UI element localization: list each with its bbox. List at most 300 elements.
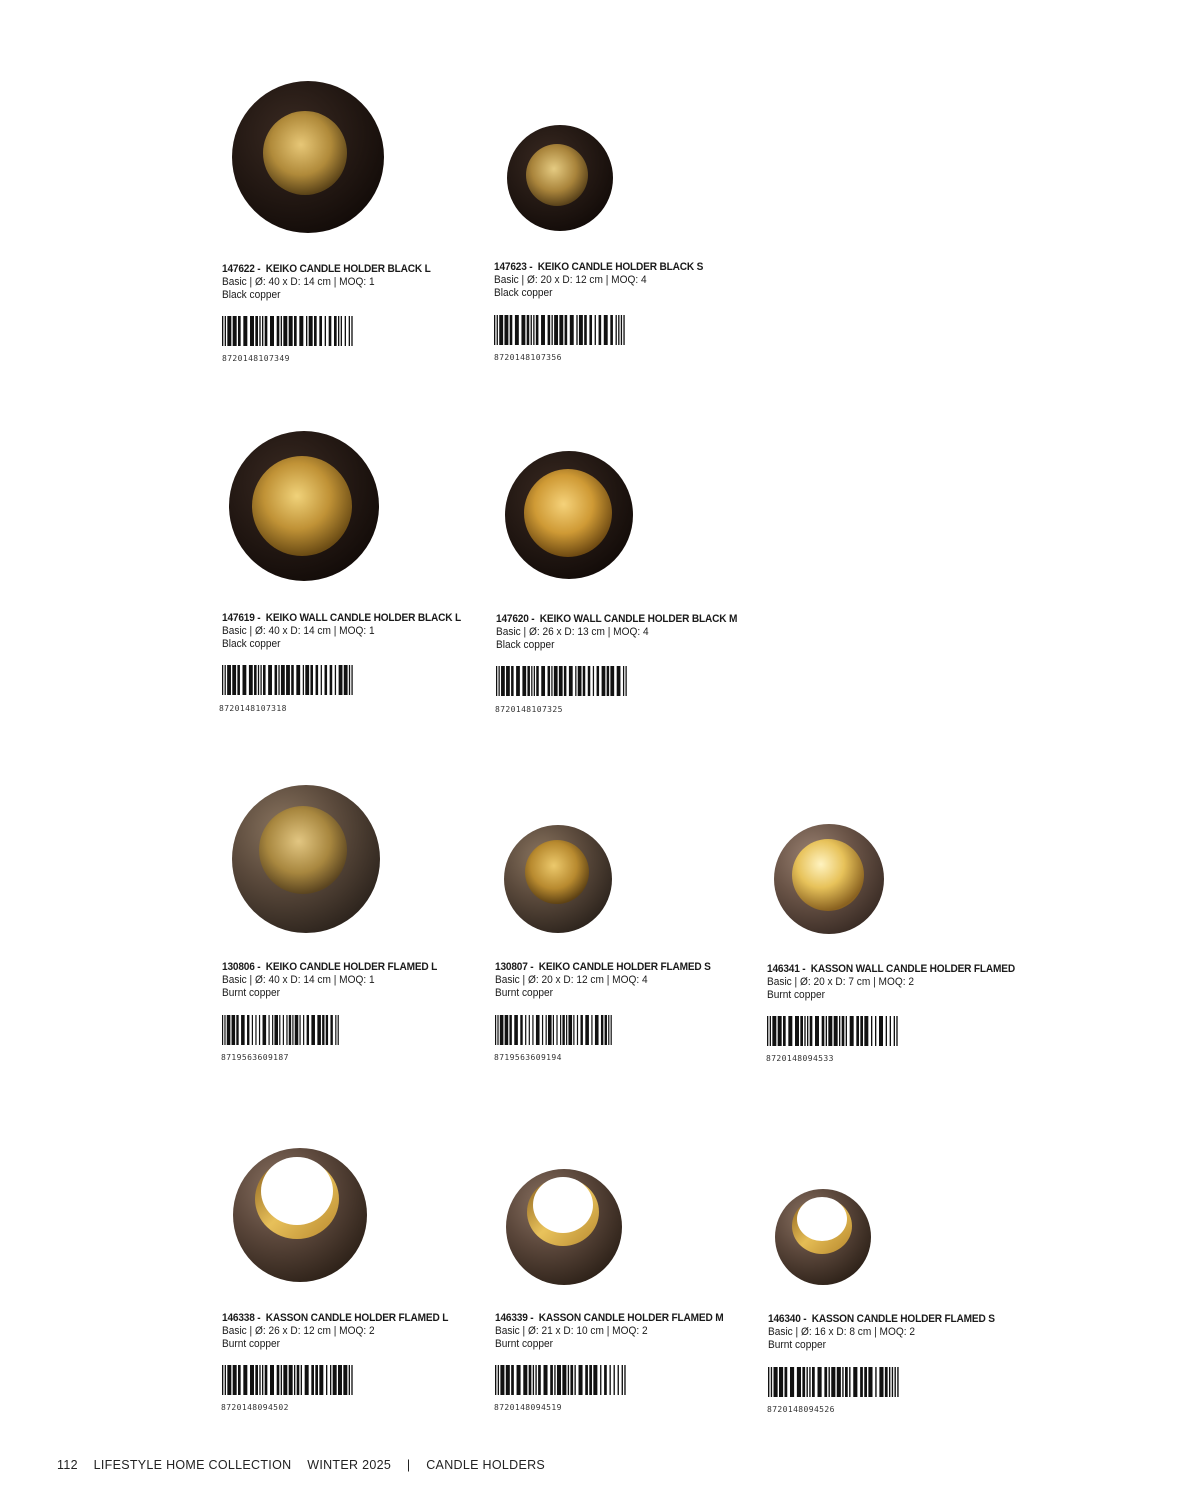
barcode-bar xyxy=(772,1016,776,1046)
barcode-bar xyxy=(259,1015,260,1045)
barcode-bar xyxy=(600,1365,601,1395)
barcode-bar xyxy=(262,316,263,346)
barcode-bar xyxy=(289,1365,293,1395)
barcode-bar xyxy=(330,665,333,695)
barcode-bar xyxy=(559,315,563,345)
barcode-bar xyxy=(250,1365,254,1395)
barcode-bar xyxy=(534,666,535,696)
barcode-bar xyxy=(299,1015,300,1045)
barcode-bar xyxy=(497,315,498,345)
barcode-bar xyxy=(222,1015,223,1045)
barcode-bar xyxy=(778,1016,782,1046)
barcode-bar xyxy=(281,316,282,346)
barcode-bar xyxy=(511,666,514,696)
barcode-bar xyxy=(829,1367,830,1397)
barcode-bar xyxy=(562,1015,564,1045)
barcode-bar xyxy=(591,1015,592,1045)
barcode-bar xyxy=(500,1365,504,1395)
barcode-bar xyxy=(243,316,247,346)
barcode-bar xyxy=(574,1365,575,1395)
barcode-bar xyxy=(541,666,545,696)
barcode-bar xyxy=(536,666,539,696)
barcode-bar xyxy=(283,316,287,346)
barcode-bar xyxy=(550,1365,553,1395)
barcode-bar xyxy=(593,666,594,696)
barcode-bar xyxy=(577,1015,578,1045)
barcode xyxy=(768,1367,900,1397)
barcode-bar xyxy=(268,665,272,695)
barcode-bar xyxy=(254,665,257,695)
barcode-bar xyxy=(618,315,619,345)
ean-number: 8719563609187 xyxy=(221,1053,289,1062)
barcode-bar xyxy=(839,1016,840,1046)
barcode-bar xyxy=(522,666,526,696)
product-title: 146340 - KASSON CANDLE HOLDER FLAMED S xyxy=(768,1313,995,1325)
product-finish: Black copper xyxy=(494,287,553,299)
barcode-bar xyxy=(585,1365,588,1395)
barcode-bar xyxy=(227,665,231,695)
barcode-bar xyxy=(532,1015,533,1045)
barcode-bar xyxy=(548,1015,552,1045)
barcode-bar xyxy=(501,666,505,696)
product-finish: Burnt copper xyxy=(495,987,553,999)
barcode-bar xyxy=(525,1015,526,1045)
barcode-bar xyxy=(559,666,563,696)
barcode-bar xyxy=(330,1015,332,1045)
barcode-bar xyxy=(319,1365,323,1395)
barcode-bar xyxy=(295,1015,299,1045)
barcode-bar xyxy=(499,666,500,696)
barcode-bar xyxy=(824,1367,827,1397)
barcode-bar xyxy=(812,1367,815,1397)
barcode-bar xyxy=(595,1015,599,1045)
barcode-bar xyxy=(351,1365,352,1395)
barcode-bar xyxy=(301,1365,302,1395)
barcode-bar xyxy=(250,316,254,346)
barcode-bar xyxy=(771,1367,772,1397)
collection-name: LIFESTYLE HOME COLLECTION xyxy=(93,1458,292,1472)
barcode-bar xyxy=(341,316,342,346)
barcode-bar xyxy=(227,1365,231,1395)
barcode-bar xyxy=(609,1365,610,1395)
barcode-bar xyxy=(541,315,545,345)
product-photo xyxy=(773,823,885,935)
barcode-bar xyxy=(597,666,600,696)
product-finish: Black copper xyxy=(222,638,281,650)
barcode-bar xyxy=(797,1367,801,1397)
barcode-bar xyxy=(310,665,313,695)
barcode-bar xyxy=(894,1016,895,1046)
barcode-bar xyxy=(349,316,350,346)
barcode-bar xyxy=(520,1015,522,1045)
barcode-bar xyxy=(595,315,596,345)
barcode-bar xyxy=(505,1015,509,1045)
barcode-bar xyxy=(335,665,336,695)
barcode-bar xyxy=(535,1365,536,1395)
barcode-bar xyxy=(783,1016,786,1046)
barcode-bar xyxy=(238,316,241,346)
barcode-bar xyxy=(831,1367,835,1397)
barcode-bar xyxy=(834,1016,838,1046)
barcode-bar xyxy=(322,1015,324,1045)
barcode-bar xyxy=(536,315,539,345)
barcode-bar xyxy=(548,666,551,696)
barcode-bar xyxy=(243,665,247,695)
barcode-bar xyxy=(560,1015,561,1045)
barcode-bar xyxy=(335,1015,336,1045)
barcode-bar xyxy=(556,1015,557,1045)
barcode-bar xyxy=(842,1016,845,1046)
product-photo xyxy=(774,1188,872,1286)
barcode-bar xyxy=(344,665,348,695)
barcode-bar xyxy=(255,316,258,346)
barcode-bar xyxy=(589,315,592,345)
barcode-bar xyxy=(349,665,350,695)
barcode-bar xyxy=(279,1015,280,1045)
barcode-bar xyxy=(585,1015,589,1045)
barcode-bar xyxy=(497,1015,498,1045)
barcode-bar xyxy=(291,665,294,695)
barcode-bar xyxy=(860,1016,863,1046)
barcode-bar xyxy=(326,1365,327,1395)
barcode-bar xyxy=(580,1015,582,1045)
barcode-bar xyxy=(506,666,510,696)
barcode-bar xyxy=(258,665,259,695)
barcode-bar xyxy=(272,1015,273,1045)
barcode-bar xyxy=(849,1367,850,1397)
barcode-bar xyxy=(868,1367,872,1397)
barcode-bar xyxy=(504,315,508,345)
barcode-bar xyxy=(573,1015,574,1045)
barcode xyxy=(222,665,354,695)
product-specs: Basic | Ø: 21 x D: 10 cm | MOQ: 2 xyxy=(495,1325,648,1337)
barcode-bar xyxy=(614,1365,615,1395)
section-name: CANDLE HOLDERS xyxy=(426,1458,546,1472)
product-finish: Black copper xyxy=(496,639,555,651)
barcode-bar xyxy=(222,316,223,346)
barcode-bar xyxy=(875,1367,876,1397)
barcode-bar xyxy=(543,1365,547,1395)
barcode-bar xyxy=(265,1365,268,1395)
barcode-bar xyxy=(826,1016,827,1046)
barcode-bar xyxy=(343,1365,347,1395)
barcode-bar xyxy=(311,1015,315,1045)
barcode-bar xyxy=(237,665,240,695)
barcode-bar xyxy=(232,1015,236,1045)
barcode-bar xyxy=(623,666,624,696)
barcode-bar xyxy=(896,1016,897,1046)
barcode-bar xyxy=(252,1015,253,1045)
barcode-bar xyxy=(618,1365,619,1395)
barcode-bar xyxy=(326,1015,328,1045)
barcode-bar xyxy=(565,315,568,345)
barcode-bar xyxy=(265,316,268,346)
barcode-bar xyxy=(278,665,279,695)
barcode-bar xyxy=(317,1015,321,1045)
barcode-bar xyxy=(527,315,530,345)
product-specs: Basic | Ø: 16 x D: 8 cm | MOQ: 2 xyxy=(768,1326,915,1338)
barcode-bar xyxy=(828,1016,832,1046)
page-number: 112 xyxy=(57,1458,78,1472)
barcode-bar xyxy=(583,666,586,696)
barcode-bar xyxy=(554,1365,555,1395)
barcode xyxy=(496,666,628,696)
product-title: 146341 - KASSON WALL CANDLE HOLDER FLAMED xyxy=(767,963,1015,975)
barcode-bar xyxy=(495,1015,496,1045)
barcode-bar xyxy=(262,1365,263,1395)
barcode-bar xyxy=(557,1365,561,1395)
barcode-bar xyxy=(605,1015,607,1045)
barcode-bar xyxy=(802,1367,805,1397)
barcode-bar xyxy=(309,316,313,346)
product-specs: Basic | Ø: 20 x D: 7 cm | MOQ: 2 xyxy=(767,976,914,988)
barcode-bar xyxy=(325,665,328,695)
barcode-bar xyxy=(339,665,343,695)
barcode-bar xyxy=(601,1015,603,1045)
product-photo xyxy=(230,79,386,235)
barcode-bar xyxy=(531,315,532,345)
barcode-bar xyxy=(853,1367,857,1397)
product-title: 147622 - KEIKO CANDLE HOLDER BLACK L xyxy=(222,263,431,275)
barcode-bar xyxy=(299,316,303,346)
barcode xyxy=(767,1016,899,1046)
barcode-bar xyxy=(624,1365,625,1395)
product-photo xyxy=(232,1147,368,1287)
barcode-bar xyxy=(579,315,583,345)
barcode-bar xyxy=(850,1016,854,1046)
barcode-bar xyxy=(790,1367,794,1397)
barcode-bar xyxy=(294,1365,295,1395)
barcode-bar xyxy=(616,315,617,345)
product-specs: Basic | Ø: 40 x D: 14 cm | MOQ: 1 xyxy=(222,974,375,986)
barcode-bar xyxy=(227,316,231,346)
barcode-bar xyxy=(529,1015,530,1045)
barcode-bar xyxy=(263,1015,267,1045)
barcode-bar xyxy=(610,315,613,345)
barcode-bar xyxy=(495,1365,496,1395)
barcode-bar xyxy=(498,1365,499,1395)
barcode-bar xyxy=(351,316,352,346)
barcode-bar xyxy=(316,665,319,695)
product-photo xyxy=(228,430,380,582)
barcode-bar xyxy=(570,315,574,345)
barcode-bar xyxy=(241,1015,245,1045)
product-specs: Basic | Ø: 40 x D: 14 cm | MOQ: 1 xyxy=(222,625,375,637)
barcode-bar xyxy=(305,665,309,695)
barcode xyxy=(495,1015,613,1045)
product-specs: Basic | Ø: 20 x D: 12 cm | MOQ: 4 xyxy=(494,274,647,286)
product-title: 130806 - KEIKO CANDLE HOLDER FLAMED L xyxy=(222,961,438,973)
barcode-bar xyxy=(274,1015,278,1045)
barcode xyxy=(222,1015,340,1045)
barcode-bar xyxy=(562,1365,566,1395)
barcode-bar xyxy=(800,1016,803,1046)
barcode-bar xyxy=(236,1015,238,1045)
barcode-bar xyxy=(330,1365,331,1395)
barcode-bar xyxy=(846,1016,847,1046)
barcode-bar xyxy=(531,666,532,696)
barcode-bar xyxy=(516,666,520,696)
barcode-bar xyxy=(895,1367,896,1397)
product-title: 147620 - KEIKO WALL CANDLE HOLDER BLACK M xyxy=(496,613,738,625)
barcode-bar xyxy=(554,315,558,345)
season: WINTER 2025 xyxy=(307,1458,392,1472)
barcode-bar xyxy=(281,1365,282,1395)
barcode-bar xyxy=(294,316,297,346)
barcode-bar xyxy=(311,1365,314,1395)
product-photo xyxy=(505,1168,623,1286)
barcode-bar xyxy=(621,315,622,345)
barcode-bar xyxy=(260,665,261,695)
barcode-bar xyxy=(610,666,614,696)
barcode-bar xyxy=(845,1367,848,1397)
barcode-bar xyxy=(305,1365,309,1395)
product-specs: Basic | Ø: 26 x D: 12 cm | MOQ: 2 xyxy=(222,1325,375,1337)
ean-number: 8720148094519 xyxy=(494,1403,562,1412)
ean-number: 8720148107318 xyxy=(219,704,287,713)
barcode-bar xyxy=(268,1015,269,1045)
barcode-bar xyxy=(263,665,266,695)
barcode-bar xyxy=(333,1365,337,1395)
barcode-bar xyxy=(286,665,290,695)
barcode-bar xyxy=(542,1015,543,1045)
barcode-bar xyxy=(584,315,587,345)
barcode-bar xyxy=(225,316,226,346)
barcode-bar xyxy=(297,1365,300,1395)
barcode-bar xyxy=(889,1367,890,1397)
barcode-bar xyxy=(807,1367,808,1397)
barcode-bar xyxy=(885,1367,888,1397)
barcode-bar xyxy=(224,1015,225,1045)
barcode-bar xyxy=(625,666,626,696)
product-photo xyxy=(231,784,381,934)
barcode-bar xyxy=(623,315,624,345)
barcode-bar xyxy=(810,1016,813,1046)
product-finish: Burnt copper xyxy=(767,989,825,1001)
barcode-bar xyxy=(243,1365,247,1395)
ean-number: 8720148094533 xyxy=(766,1054,834,1063)
barcode-bar xyxy=(247,1015,249,1045)
barcode-bar xyxy=(510,315,513,345)
barcode-bar xyxy=(566,1015,567,1045)
barcode-bar xyxy=(795,1016,799,1046)
barcode-bar xyxy=(233,316,237,346)
barcode-bar xyxy=(842,1367,843,1397)
barcode-bar xyxy=(856,1016,859,1046)
barcode-bar xyxy=(578,666,582,696)
barcode-bar xyxy=(788,1016,792,1046)
barcode-bar xyxy=(564,666,567,696)
product-title: 146338 - KASSON CANDLE HOLDER FLAMED L xyxy=(222,1312,449,1324)
barcode-bar xyxy=(604,1365,607,1395)
barcode-bar xyxy=(611,1015,612,1045)
product-title: 146339 - KASSON CANDLE HOLDER FLAMED M xyxy=(495,1312,724,1324)
barcode-bar xyxy=(622,1365,623,1395)
barcode-bar xyxy=(529,1365,532,1395)
product-photo xyxy=(503,824,613,934)
page-footer xyxy=(57,1458,557,1472)
barcode-bar xyxy=(303,1015,304,1045)
barcode-bar xyxy=(270,1365,274,1395)
barcode-bar xyxy=(608,1015,609,1045)
barcode-bar xyxy=(533,315,534,345)
barcode-bar xyxy=(551,666,552,696)
barcode-bar xyxy=(270,316,274,346)
barcode-bar xyxy=(779,1367,783,1397)
product-specs: Basic | Ø: 20 x D: 12 cm | MOQ: 4 xyxy=(495,974,648,986)
barcode-bar xyxy=(523,1365,527,1395)
barcode-bar xyxy=(886,1016,887,1046)
barcode-bar xyxy=(259,316,260,346)
product-title: 147619 - KEIKO WALL CANDLE HOLDER BLACK L xyxy=(222,612,461,624)
product-specs: Basic | Ø: 40 x D: 14 cm | MOQ: 1 xyxy=(222,276,375,288)
barcode-bar xyxy=(536,1015,540,1045)
footer-separator: | xyxy=(406,1458,411,1472)
barcode-bar xyxy=(837,1367,841,1397)
product-finish: Black copper xyxy=(222,289,281,301)
barcode-bar xyxy=(314,316,317,346)
barcode-bar xyxy=(892,1367,893,1397)
barcode-bar xyxy=(864,1367,867,1397)
barcode xyxy=(222,316,354,346)
ean-number: 8720148107356 xyxy=(494,353,562,362)
barcode-bar xyxy=(568,1015,572,1045)
barcode-bar xyxy=(345,316,346,346)
barcode-bar xyxy=(255,1365,258,1395)
barcode-bar xyxy=(277,1365,280,1395)
barcode-bar xyxy=(860,1367,863,1397)
barcode-bar xyxy=(589,1365,592,1395)
barcode-bar xyxy=(351,665,352,695)
barcode-bar xyxy=(879,1016,883,1046)
product-finish: Burnt copper xyxy=(222,987,280,999)
product-finish: Burnt copper xyxy=(768,1339,826,1351)
barcode-bar xyxy=(259,1365,260,1395)
barcode-bar xyxy=(506,1365,510,1395)
barcode-bar xyxy=(617,666,621,696)
barcode xyxy=(495,1365,627,1395)
ean-number: 8719563609194 xyxy=(494,1053,562,1062)
barcode-bar xyxy=(538,1365,541,1395)
barcode-bar xyxy=(517,1365,521,1395)
barcode-bar xyxy=(807,1016,808,1046)
barcode-bar xyxy=(315,1365,318,1395)
barcode-bar xyxy=(281,665,285,695)
barcode-bar xyxy=(768,1367,769,1397)
barcode-bar xyxy=(575,666,576,696)
barcode-bar xyxy=(897,1367,898,1397)
barcode-bar xyxy=(334,316,337,346)
barcode-bar xyxy=(770,1016,771,1046)
barcode-bar xyxy=(871,1016,872,1046)
barcode-bar xyxy=(227,1015,231,1045)
product-photo xyxy=(506,124,616,234)
barcode-bar xyxy=(588,666,591,696)
product-title: 147623 - KEIKO CANDLE HOLDER BLACK S xyxy=(494,261,704,273)
barcode-bar xyxy=(222,665,223,695)
barcode-bar xyxy=(774,1367,778,1397)
barcode-bar xyxy=(349,1365,350,1395)
barcode-bar xyxy=(527,666,530,696)
barcode-bar xyxy=(607,666,610,696)
product-specs: Basic | Ø: 26 x D: 13 cm | MOQ: 4 xyxy=(496,626,649,638)
barcode-bar xyxy=(602,666,606,696)
barcode-bar xyxy=(338,1015,339,1045)
barcode-bar xyxy=(785,1367,788,1397)
barcode-bar xyxy=(514,1015,518,1045)
barcode-bar xyxy=(570,1365,573,1395)
product-finish: Burnt copper xyxy=(495,1338,553,1350)
